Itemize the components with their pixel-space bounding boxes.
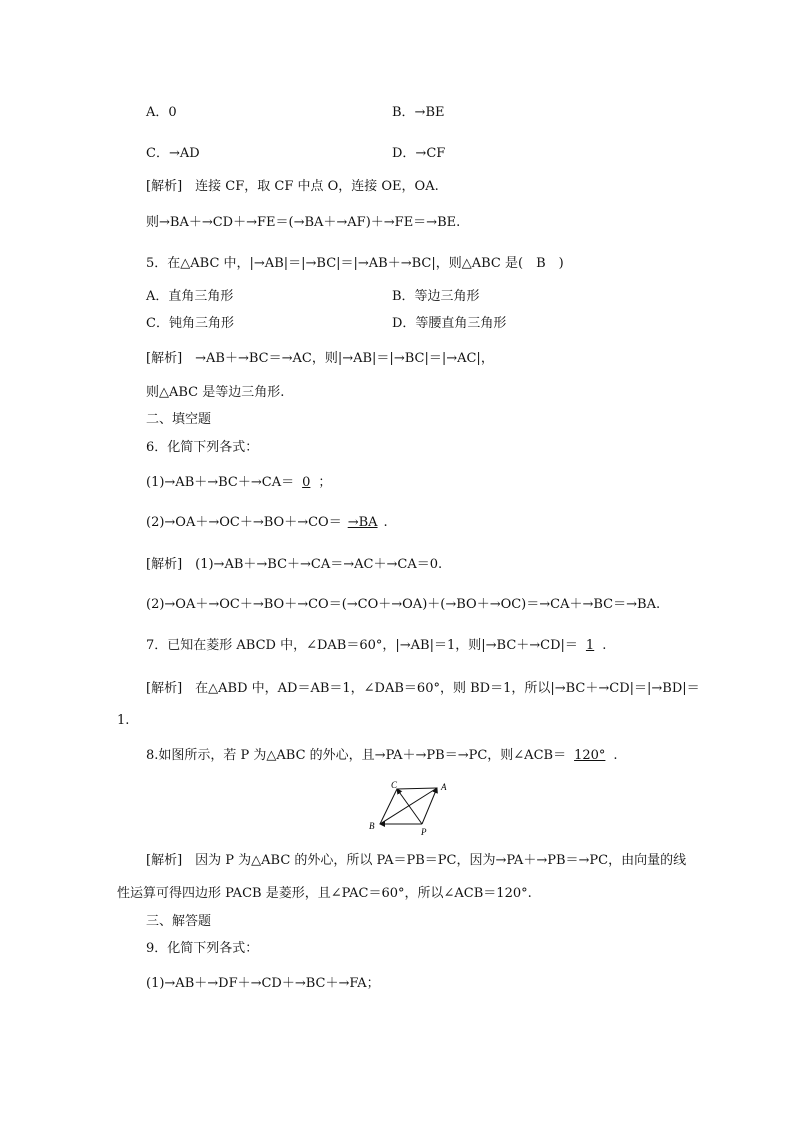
section-heading-solve: 三、解答题 bbox=[146, 914, 212, 929]
q9-part-1: (1)→AB＋→DF＋→CD＋→BC＋→FA； bbox=[146, 976, 380, 991]
q8-solution-line-2: 性运算可得四边形 PACB 是菱形，且∠PAC＝60°，所以∠ACB＝120°. bbox=[117, 886, 532, 901]
q8-stem bbox=[146, 747, 618, 765]
q6-solution-line-2: (2)→OA＋→OC＋→BO＋→CO＝(→CO＋→OA)＋(→BO＋→OC)＝→CA＋→BC＝→BA. bbox=[146, 597, 661, 612]
fig-line-ca bbox=[397, 788, 437, 789]
fig-line-pc bbox=[397, 789, 422, 824]
q5-option-d: D．等腰直角三角形 bbox=[392, 316, 507, 331]
q5-option-b: B．等边三角形 bbox=[392, 289, 480, 304]
q6-part-1-expr: (1)→AB＋→BC＋→CA＝ bbox=[146, 475, 295, 490]
q4-option-b: B．→BE bbox=[392, 105, 445, 120]
q6-part-2 bbox=[146, 514, 388, 532]
q8-stem-text: 8.如图所示，若 P 为△ABC 的外心，且→PA＋→PB＝→PC，则∠ACB＝ bbox=[146, 748, 567, 763]
q4-solution-line-1: [解析] 连接 CF，取 CF 中点 O，连接 OE，OA. bbox=[146, 179, 439, 194]
q5-option-a: A．直角三角形 bbox=[146, 289, 234, 304]
q6-part-2-answer: →BA bbox=[347, 515, 378, 530]
q5-solution-line-1: [解析] →AB＋→BC＝→AC，则|→AB|＝|→BC|＝|→AC|， bbox=[146, 351, 494, 366]
q7-solution-line-1: [解析] 在△ABD 中，AD＝AB＝1，∠DAB＝60°，则 BD＝1，所以|→BC＋→CD|＝|→BD|＝ bbox=[146, 681, 700, 696]
fig-label-c: C bbox=[391, 780, 398, 790]
q8-end: . bbox=[613, 748, 618, 763]
q6-part-1-end: ； bbox=[318, 475, 332, 490]
fig-line-pa bbox=[422, 788, 437, 824]
q5-stem: 5．在△ABC 中，|→AB|＝|→BC|＝|→AB＋→BC|，则△ABC 是( B ) bbox=[146, 256, 564, 271]
q6-part-2-expr: (2)→OA＋→OC＋→BO＋→CO＝ bbox=[146, 515, 342, 530]
q6-part-1-answer: 0 bbox=[302, 475, 311, 490]
q4-solution-line-2: 则→BA＋→CD＋→FE＝(→BA＋→AF)＋→FE＝→BE. bbox=[146, 215, 461, 230]
q6-solution-line-1: [解析] (1)→AB＋→BC＋→CA＝→AC＋→CA＝0. bbox=[146, 557, 443, 572]
fig-label-a: A bbox=[441, 782, 447, 792]
q7-answer: 1 bbox=[585, 638, 595, 653]
q9-stem: 9．化简下列各式： bbox=[146, 941, 259, 956]
fig-label-b: B bbox=[369, 821, 375, 831]
q6-part-2-end: . bbox=[383, 515, 388, 530]
q4-option-a: A．0 bbox=[146, 105, 177, 120]
q8-solution-line-1: [解析] 因为 P 为△ABC 的外心，所以 PA＝PB＝PC，因为→PA＋→PB＝→PC，由向量的线 bbox=[146, 853, 687, 868]
q5-solution-line-2: 则△ABC 是等边三角形. bbox=[146, 385, 285, 400]
fig-label-p: P bbox=[421, 827, 427, 837]
q7-end: . bbox=[602, 638, 607, 653]
section-heading-fill-in: 二、填空题 bbox=[146, 412, 212, 427]
q7-solution-line-2: 1. bbox=[117, 713, 130, 728]
q8-answer: 120° bbox=[574, 748, 606, 763]
q4-option-c: C．→AD bbox=[146, 146, 200, 161]
q6-stem: 6．化简下列各式： bbox=[146, 440, 259, 455]
q7-stem-text: 7．已知在菱形 ABCD 中，∠DAB＝60°，|→AB|＝1，则|→BC＋→CD|＝ bbox=[146, 638, 578, 653]
q5-option-c: C．钝角三角形 bbox=[146, 316, 234, 331]
q4-option-d: D．→CF bbox=[392, 146, 446, 161]
q7-stem bbox=[146, 637, 606, 655]
q8-figure-rhombus bbox=[365, 780, 465, 840]
q6-part-1 bbox=[146, 474, 331, 492]
